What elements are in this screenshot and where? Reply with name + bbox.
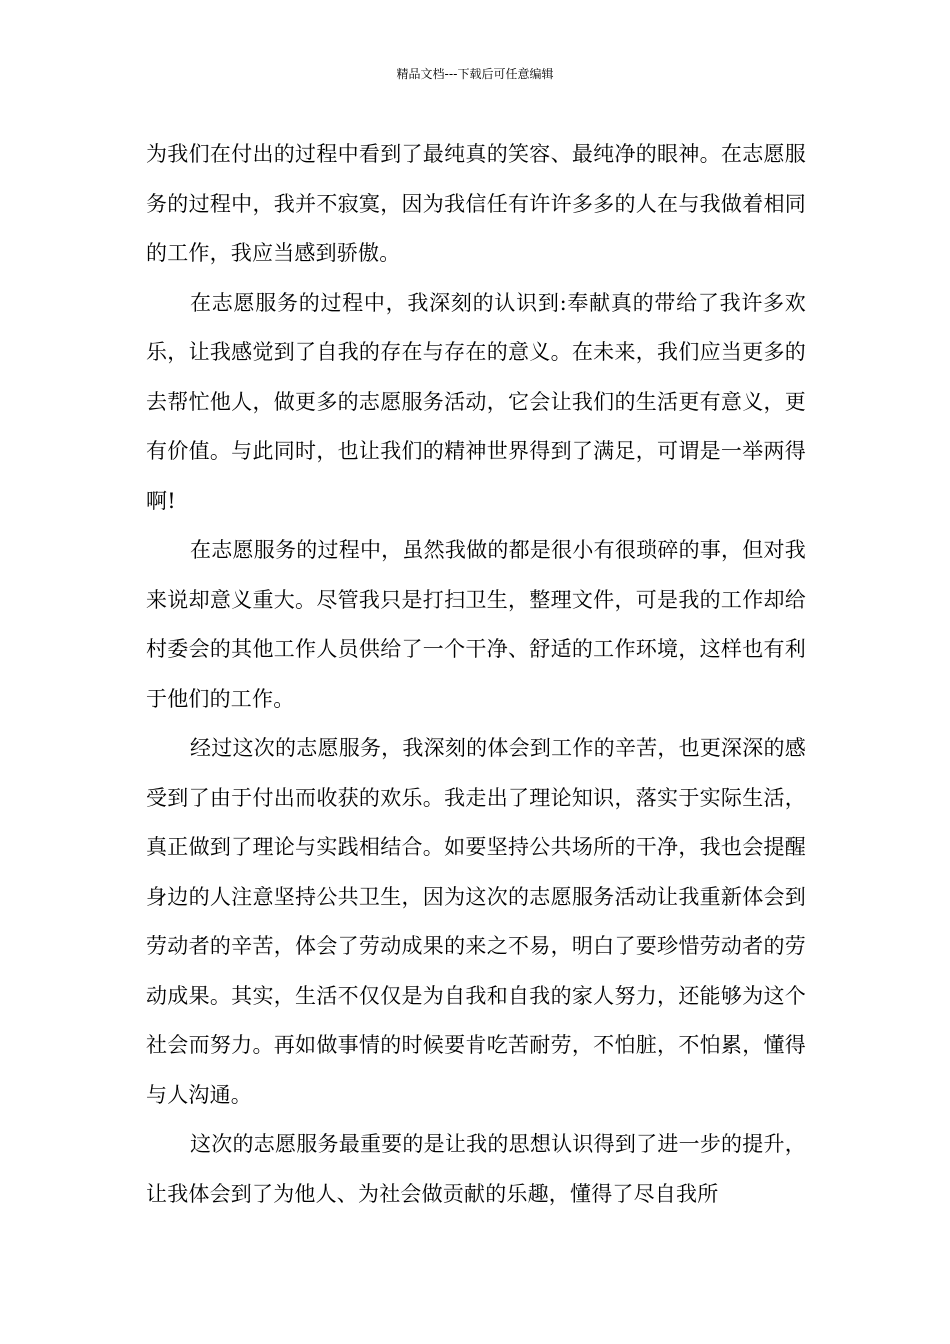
- page-header: 精品文档---下载后可任意编辑: [396, 67, 554, 81]
- paragraph-5: 这次的志愿服务最重要的是让我的思想认识得到了进一步的提升，让我体会到了为他人、为社会做贡献的乐趣，懂得了尽自我所: [146, 1132, 806, 1206]
- paragraph-2: 在志愿服务的过程中，我深刻的认识到:奉献真的带给了我许多欢乐，让我感觉到了自我的存在与存在的意义。在未来，我们应当更多的去帮忙他人，做更多的志愿服务活动，它会让我们的生活更有意义，更有价值。与此同时，也让我们的精神世界得到了满足，可谓是一举两得啊!: [146, 290, 806, 513]
- document-body: [146, 130, 806, 1219]
- paragraph-3: 在志愿服务的过程中，虽然我做的都是很小有很琐碎的事，但对我来说却意义重大。尽管我只是打扫卫生，整理文件，可是我的工作却给村委会的其他工作人员供给了一个干净、舒适的工作环境，这样也有利于他们的工作。: [146, 538, 806, 711]
- paragraph-4: 经过这次的志愿服务，我深刻的体会到工作的辛苦，也更深深的感受到了由于付出而收获的欢乐。我走出了理论知识，落实于实际生活，真正做到了理论与实践相结合。如要坚持公共场所的干净，我也会提醒身边的人注意坚持公共卫生，因为这次的志愿服务活动让我重新体会到劳动者的辛苦，体会了劳动成果的来之不易，明白了要珍惜劳动者的劳动成果。其实，生活不仅仅是为自我和自我的家人努力，还能够为这个社会而努力。再如做事情的时候要肯吃苦耐劳，不怕脏，不怕累，懂得与人沟通。: [146, 736, 806, 1107]
- paragraph-1: 为我们在付出的过程中看到了最纯真的笑容、最纯净的眼神。在志愿服务的过程中，我并不寂寞，因为我信任有许许多多的人在与我做着相同的工作，我应当感到骄傲。: [146, 142, 806, 265]
